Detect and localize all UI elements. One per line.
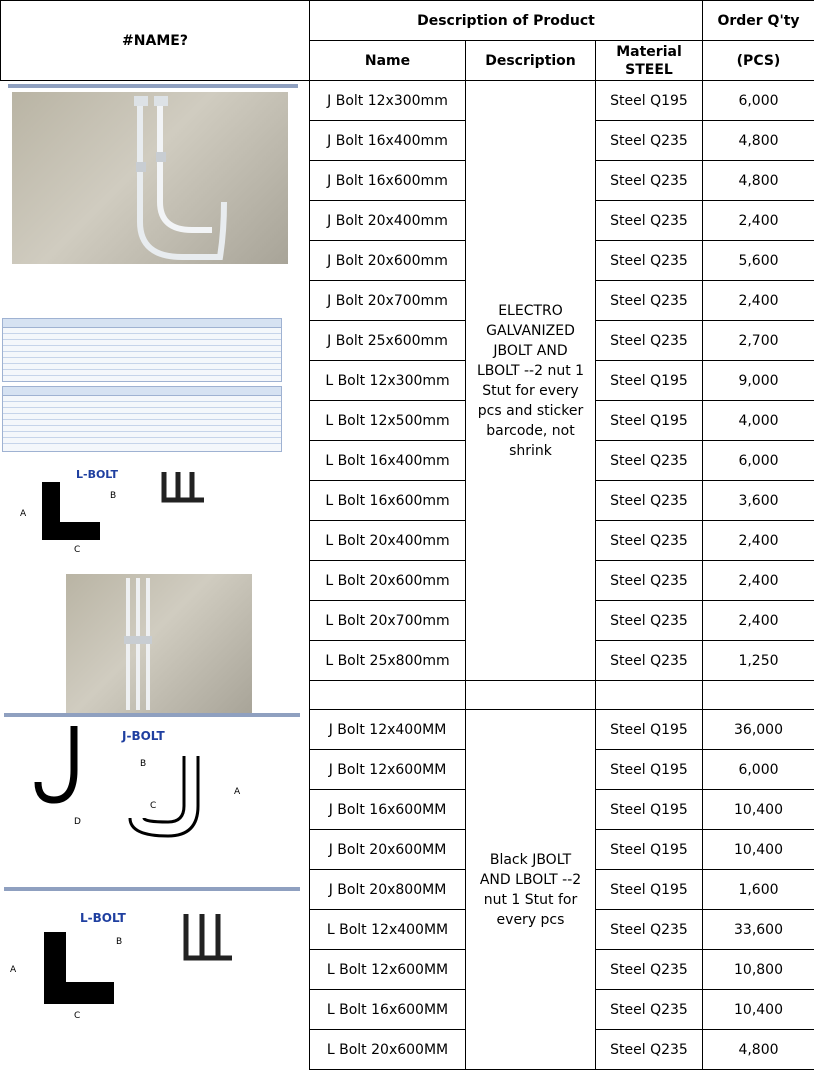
qty-cell[interactable]: 4,800 (703, 121, 814, 161)
l-dim-c-label: C (74, 1011, 80, 1021)
qty-cell[interactable]: 2,400 (703, 561, 814, 601)
material-cell[interactable]: Steel Q235 (596, 481, 703, 521)
header-name-col[interactable]: #NAME? (1, 1, 310, 81)
description-line: barcode, not (486, 423, 575, 439)
dim-a-label: A (20, 509, 27, 519)
material-cell[interactable]: Steel Q195 (596, 790, 703, 830)
material-cell[interactable]: Steel Q235 (596, 1030, 703, 1070)
header-material-line2: STEEL (625, 62, 673, 78)
qty-cell[interactable]: 3,600 (703, 481, 814, 521)
description-line: ELECTRO (498, 303, 563, 319)
qty-cell[interactable]: 4,000 (703, 401, 814, 441)
lbolt-spec-table-image (2, 386, 282, 452)
qty-cell[interactable]: 2,400 (703, 601, 814, 641)
material-cell[interactable]: Steel Q235 (596, 121, 703, 161)
name-cell[interactable]: J Bolt 20x600MM (310, 830, 466, 870)
name-cell[interactable]: L Bolt 25x800mm (310, 641, 466, 681)
jbolt-spec-table-image (2, 318, 282, 382)
description-line: nut 1 Stut for (484, 892, 577, 908)
name-cell[interactable]: L Bolt 20x600mm (310, 561, 466, 601)
qty-cell[interactable]: 10,400 (703, 990, 814, 1030)
material-cell[interactable]: Steel Q235 (596, 910, 703, 950)
qty-cell[interactable]: 2,400 (703, 281, 814, 321)
empty-cell[interactable] (310, 681, 466, 710)
empty-cell[interactable] (703, 681, 814, 710)
qty-cell[interactable]: 10,400 (703, 830, 814, 870)
lbolt-diagram-bottom-svg (4, 892, 300, 1022)
dim-b-label: B (110, 491, 116, 501)
qty-cell[interactable]: 1,250 (703, 641, 814, 681)
l-dim-a-label: A (10, 965, 17, 975)
jbolt-photo-drawing (12, 92, 288, 264)
j-dim-a-label: A (234, 787, 241, 797)
qty-cell[interactable]: 10,400 (703, 790, 814, 830)
material-cell[interactable]: Steel Q235 (596, 561, 703, 601)
empty-cell[interactable] (596, 681, 703, 710)
name-cell[interactable]: L Bolt 12x400MM (310, 910, 466, 950)
jbolt-label: J-BOLT (121, 729, 165, 743)
jbolt-diagram-border (4, 713, 300, 717)
lbolt-diagram-border (4, 887, 300, 891)
material-cell[interactable]: Steel Q235 (596, 641, 703, 681)
name-cell[interactable]: J Bolt 20x700mm (310, 281, 466, 321)
qty-cell[interactable]: 6,000 (703, 750, 814, 790)
name-cell[interactable]: L Bolt 20x400mm (310, 521, 466, 561)
description-line: pcs and sticker (478, 403, 583, 419)
material-cell[interactable]: Steel Q195 (596, 830, 703, 870)
qty-cell[interactable]: 2,400 (703, 201, 814, 241)
material-cell[interactable]: Steel Q235 (596, 281, 703, 321)
name-cell[interactable]: L Bolt 12x600MM (310, 950, 466, 990)
lbolt-diagram-bottom (4, 892, 300, 1022)
header-pcs[interactable]: (PCS) (703, 41, 814, 81)
dim-c-label: C (74, 545, 80, 554)
material-cell[interactable]: Steel Q235 (596, 990, 703, 1030)
qty-cell[interactable]: 36,000 (703, 710, 814, 750)
qty-cell[interactable]: 2,700 (703, 321, 814, 361)
material-cell[interactable]: Steel Q235 (596, 321, 703, 361)
group1-description-cell[interactable] (466, 81, 596, 681)
description-line: shrink (509, 443, 552, 459)
name-cell[interactable]: L Bolt 16x600MM (310, 990, 466, 1030)
material-cell[interactable]: Steel Q235 (596, 441, 703, 481)
j-dim-b-label: B (140, 759, 146, 769)
name-cell[interactable]: J Bolt 20x400mm (310, 201, 466, 241)
name-cell[interactable]: J Bolt 12x300mm (310, 81, 466, 121)
qty-cell[interactable]: 2,400 (703, 521, 814, 561)
description-line: LBOLT --2 nut 1 (477, 363, 584, 379)
jbolt-diagram (4, 718, 300, 868)
lbolt-diagram-top (12, 462, 262, 554)
lbolt-diagram-svg (12, 462, 262, 554)
qty-cell[interactable]: 9,000 (703, 361, 814, 401)
description-line: AND LBOLT --2 (480, 872, 581, 888)
jbolt-diagram-svg (4, 718, 300, 868)
material-cell[interactable]: Steel Q235 (596, 201, 703, 241)
material-cell[interactable]: Steel Q195 (596, 870, 703, 910)
name-cell[interactable]: L Bolt 16x400mm (310, 441, 466, 481)
material-cell[interactable]: Steel Q195 (596, 81, 703, 121)
qty-cell[interactable]: 33,600 (703, 910, 814, 950)
header-order-qty[interactable]: Order Q'ty (703, 1, 814, 41)
material-cell[interactable]: Steel Q235 (596, 241, 703, 281)
material-cell[interactable]: Steel Q235 (596, 521, 703, 561)
header-description-of-product[interactable]: Description of Product (310, 1, 703, 41)
material-cell[interactable]: Steel Q195 (596, 710, 703, 750)
description-line: every pcs (497, 912, 565, 928)
qty-cell[interactable]: 4,800 (703, 161, 814, 201)
header-material[interactable] (596, 41, 703, 81)
description-line: Black JBOLT (490, 852, 571, 868)
material-cell[interactable]: Steel Q235 (596, 601, 703, 641)
name-cell[interactable]: J Bolt 20x800MM (310, 870, 466, 910)
name-cell[interactable]: L Bolt 16x600mm (310, 481, 466, 521)
description-line: JBOLT AND (493, 343, 567, 359)
name-cell[interactable]: L Bolt 12x300mm (310, 361, 466, 401)
l-dim-b-label: B (116, 937, 122, 947)
j-dim-d-label: D (74, 817, 81, 827)
name-cell[interactable]: J Bolt 16x600MM (310, 790, 466, 830)
jbolt-galvanized-photo (12, 92, 288, 264)
name-cell[interactable]: L Bolt 12x500mm (310, 401, 466, 441)
material-cell[interactable]: Steel Q195 (596, 401, 703, 441)
qty-cell[interactable]: 4,800 (703, 1030, 814, 1070)
name-cell[interactable]: L Bolt 20x600MM (310, 1030, 466, 1070)
empty-cell[interactable] (466, 681, 596, 710)
description-line: Stut for every (482, 383, 578, 399)
name-cell[interactable]: L Bolt 20x700mm (310, 601, 466, 641)
group2-description-cell[interactable] (466, 710, 596, 1070)
material-cell[interactable]: Steel Q195 (596, 750, 703, 790)
lbolt-label-bottom: L-BOLT (80, 911, 127, 925)
image-border (8, 84, 298, 88)
material-cell[interactable]: Steel Q235 (596, 950, 703, 990)
header-material-line1: Material (616, 44, 682, 60)
header-description[interactable]: Description (466, 41, 596, 81)
qty-cell[interactable]: 6,000 (703, 81, 814, 121)
name-cell[interactable]: J Bolt 25x600mm (310, 321, 466, 361)
header-name[interactable]: Name (310, 41, 466, 81)
material-cell[interactable]: Steel Q195 (596, 361, 703, 401)
name-cell[interactable]: J Bolt 16x600mm (310, 161, 466, 201)
name-cell[interactable]: J Bolt 16x400mm (310, 121, 466, 161)
lbolt-label: L-BOLT (76, 468, 118, 481)
name-cell[interactable]: J Bolt 20x600mm (310, 241, 466, 281)
qty-cell[interactable]: 5,600 (703, 241, 814, 281)
qty-cell[interactable]: 6,000 (703, 441, 814, 481)
lbolt-photo-drawing (66, 574, 252, 714)
j-dim-c-label: C (150, 801, 156, 811)
qty-cell[interactable]: 1,600 (703, 870, 814, 910)
lbolt-photo (66, 574, 252, 714)
qty-cell[interactable]: 10,800 (703, 950, 814, 990)
description-line: GALVANIZED (486, 323, 575, 339)
name-cell[interactable]: J Bolt 12x600MM (310, 750, 466, 790)
name-cell[interactable]: J Bolt 12x400MM (310, 710, 466, 750)
material-cell[interactable]: Steel Q235 (596, 161, 703, 201)
